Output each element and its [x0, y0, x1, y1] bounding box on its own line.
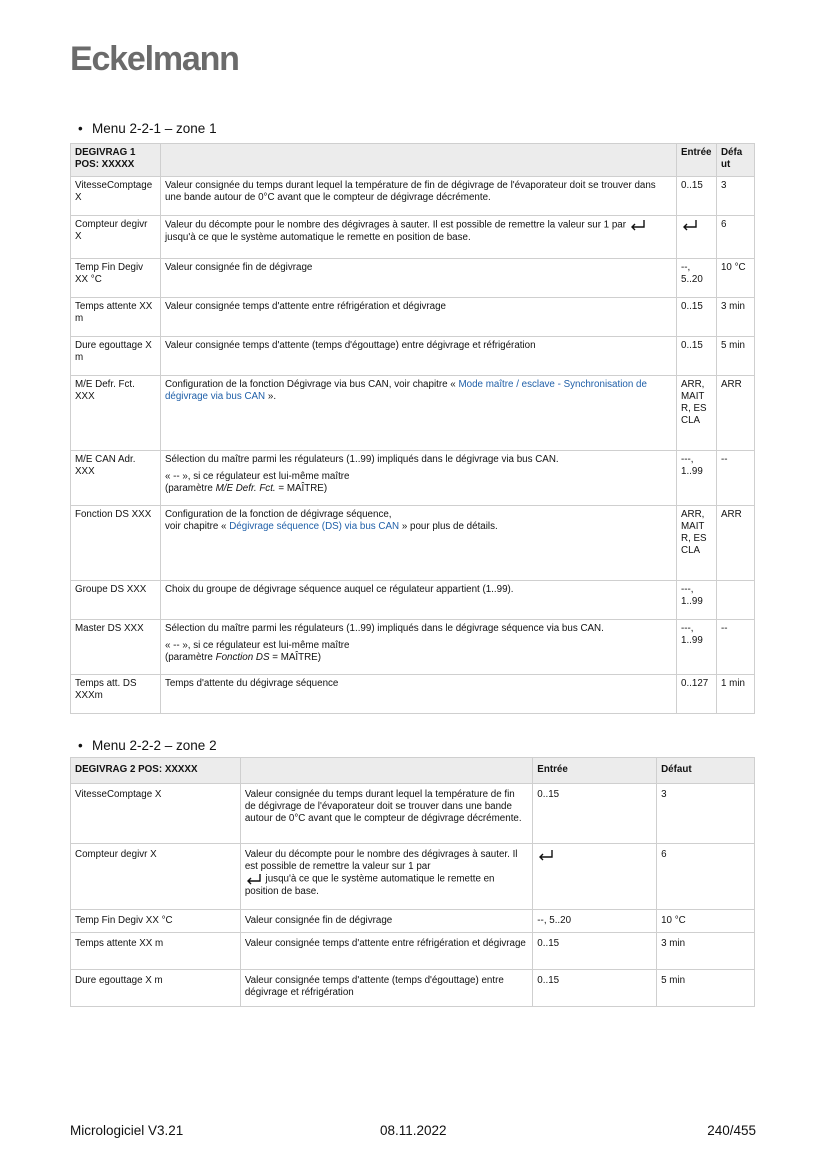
header-entree: Entrée — [677, 144, 717, 177]
param-description: Valeur consignée temps d'attente (temps d'égouttage) entre dégivrage et réfrigération — [160, 337, 676, 376]
param-name: Master DS XXX — [71, 620, 161, 675]
section-title-zone-1 — [78, 121, 217, 136]
eckelmann-logo: Eckelmann — [70, 40, 239, 78]
param-name: Temps attente XX m — [71, 298, 161, 337]
table-row — [71, 451, 755, 506]
param-name: Temp Fin Degiv XX °C — [71, 259, 161, 298]
param-entree: ---, 1..99 — [677, 620, 717, 675]
footer-date: 08.11.2022 — [380, 1123, 447, 1138]
param-name: VitesseComptage X — [71, 784, 241, 844]
header-description — [160, 144, 676, 177]
param-description: Choix du groupe de dégivrage séquence auquel ce régulateur appartient (1..99). — [160, 581, 676, 620]
param-name: Temp Fin Degiv XX °C — [71, 910, 241, 933]
table-row — [71, 675, 755, 714]
table-row — [71, 216, 755, 259]
param-defaut: 3 min — [716, 298, 754, 337]
param-description: Valeur consignée fin de dégivrage — [160, 259, 676, 298]
footer-page-number: 240/455 — [707, 1123, 756, 1138]
table-header-row — [71, 144, 755, 177]
param-name: Temps attente XX m — [71, 933, 241, 970]
param-defaut: 10 °C — [716, 259, 754, 298]
param-name: VitesseComptage X — [71, 177, 161, 216]
param-description: Valeur du décompte pour le nombre des dégivrages à sauter. Il est possible de remettre la valeur sur 1 par jusqu'à ce que le système automatique le remette en position de base. — [240, 844, 532, 910]
param-name: Fonction DS XXX — [71, 506, 161, 581]
param-name: Groupe DS XXX — [71, 581, 161, 620]
table-row — [71, 337, 755, 376]
section-title-text: Menu 2-2-2 – zone 2 — [92, 738, 217, 753]
table-row — [71, 581, 755, 620]
param-description: Configuration de la fonction de dégivrage séquence, voir chapitre « Dégivrage séquence (DS) via bus CAN » pour plus de détails. — [160, 506, 676, 581]
param-defaut: 3 min — [657, 933, 755, 970]
param-defaut: 10 °C — [657, 910, 755, 933]
table-row — [71, 298, 755, 337]
header-entree: Entrée — [533, 758, 657, 784]
param-defaut — [716, 581, 754, 620]
param-entree: ARR, MAITR, ESCLA — [677, 376, 717, 451]
param-defaut: 5 min — [657, 970, 755, 1007]
table-row — [71, 910, 755, 933]
section-title-zone-2 — [78, 738, 217, 753]
table-row — [71, 376, 755, 451]
param-description: Valeur consignée temps d'attente entre réfrigération et dégivrage — [160, 298, 676, 337]
param-defaut: -- — [716, 451, 754, 506]
enter-key-icon — [681, 219, 699, 231]
param-defaut: -- — [716, 620, 754, 675]
param-description: Sélection du maître parmi les régulateurs (1..99) impliqués dans le dégivrage via bus CAN. « -- », si ce régulateur est lui-même maître (paramètre M/E Defr. Fct. = MAÎTRE) — [160, 451, 676, 506]
param-defaut: 6 — [657, 844, 755, 910]
param-entree: ARR, MAITR, ESCLA — [677, 506, 717, 581]
header-defaut: Défa ut — [716, 144, 754, 177]
table-row — [71, 784, 755, 844]
menu-2-2-2-table — [70, 757, 755, 1007]
param-description: Temps d'attente du dégivrage séquence — [160, 675, 676, 714]
param-entree: --, 5..20 — [677, 259, 717, 298]
param-entree — [677, 216, 717, 259]
param-entree: 0..15 — [533, 933, 657, 970]
bullet-icon: • — [78, 738, 83, 753]
param-entree: 0..15 — [533, 970, 657, 1007]
table-row — [71, 506, 755, 581]
param-description: Configuration de la fonction Dégivrage via bus CAN, voir chapitre « Mode maître / esclave - Synchronisation de dégivrage via bus CAN ». — [160, 376, 676, 451]
param-defaut: 3 — [716, 177, 754, 216]
enter-key-icon — [245, 873, 263, 885]
link-degivrage-sequence[interactable]: Dégivrage séquence (DS) via bus CAN — [229, 521, 400, 532]
param-entree: 0..15 — [677, 298, 717, 337]
header-description — [240, 758, 532, 784]
param-name: M/E CAN Adr. XXX — [71, 451, 161, 506]
menu-2-2-1-table — [70, 143, 755, 714]
param-name: Dure egouttage X m — [71, 337, 161, 376]
param-entree: --, 5..20 — [533, 910, 657, 933]
param-entree: 0..15 — [677, 177, 717, 216]
table-header-row — [71, 758, 755, 784]
param-description: Valeur du décompte pour le nombre des dégivrages à sauter. Il est possible de remettre la valeur sur 1 par jusqu'à ce que le système automatique le remette en position de base. — [160, 216, 676, 259]
param-name: M/E Defr. Fct. XXX — [71, 376, 161, 451]
bullet-icon: • — [78, 121, 83, 136]
header-param: DEGIVRAG 1 POS: XXXXX — [71, 144, 161, 177]
param-defaut: ARR — [716, 506, 754, 581]
param-defaut: 3 — [657, 784, 755, 844]
link-mode-maitre-esclave[interactable]: Mode maître / esclave - Synchronisation de dégivrage via bus CAN — [164, 379, 647, 402]
header-defaut: Défaut — [657, 758, 755, 784]
enter-key-icon — [537, 849, 555, 861]
param-entree: ---, 1..99 — [677, 451, 717, 506]
param-entree: 0..127 — [677, 675, 717, 714]
param-defaut: ARR — [716, 376, 754, 451]
param-description: Valeur consignée temps d'attente entre réfrigération et dégivrage — [240, 933, 532, 970]
table-row — [71, 844, 755, 910]
table-row — [71, 970, 755, 1007]
param-name: Compteur degivr X — [71, 844, 241, 910]
param-name: Dure egouttage X m — [71, 970, 241, 1007]
param-defaut: 6 — [716, 216, 754, 259]
param-defaut: 1 min — [716, 675, 754, 714]
param-name: Temps att. DS XXXm — [71, 675, 161, 714]
table-row — [71, 620, 755, 675]
table-row — [71, 933, 755, 970]
section-title-text: Menu 2-2-1 – zone 1 — [92, 121, 217, 136]
table-row — [71, 177, 755, 216]
param-entree: 0..15 — [677, 337, 717, 376]
param-description: Valeur consignée temps d'attente (temps d'égouttage) entre dégivrage et réfrigération — [240, 970, 532, 1007]
param-description: Valeur consignée fin de dégivrage — [240, 910, 532, 933]
param-description: Valeur consignée du temps durant lequel la température de fin de dégivrage de l'évaporateur doit se trouver dans une bande autour de 0°C avant que le compteur de dégivrage décrémente. — [240, 784, 532, 844]
param-defaut: 5 min — [716, 337, 754, 376]
param-entree — [533, 844, 657, 910]
param-entree: ---, 1..99 — [677, 581, 717, 620]
table-row — [71, 259, 755, 298]
param-description: Sélection du maître parmi les régulateurs (1..99) impliqués dans le dégivrage séquence via bus CAN. « -- », si ce régulateur est lui-même maître (paramètre Fonction DS = MAÎTRE) — [160, 620, 676, 675]
param-name: Compteur degivr X — [71, 216, 161, 259]
footer-firmware-version: Micrologiciel V3.21 — [70, 1123, 184, 1138]
enter-key-icon — [629, 219, 647, 231]
header-param: DEGIVRAG 2 POS: XXXXX — [71, 758, 241, 784]
param-description: Valeur consignée du temps durant lequel la température de fin de dégivrage de l'évaporateur doit se trouver dans une bande autour de 0°C avant que le compteur de dégivrage décrémente. — [160, 177, 676, 216]
param-entree: 0..15 — [533, 784, 657, 844]
